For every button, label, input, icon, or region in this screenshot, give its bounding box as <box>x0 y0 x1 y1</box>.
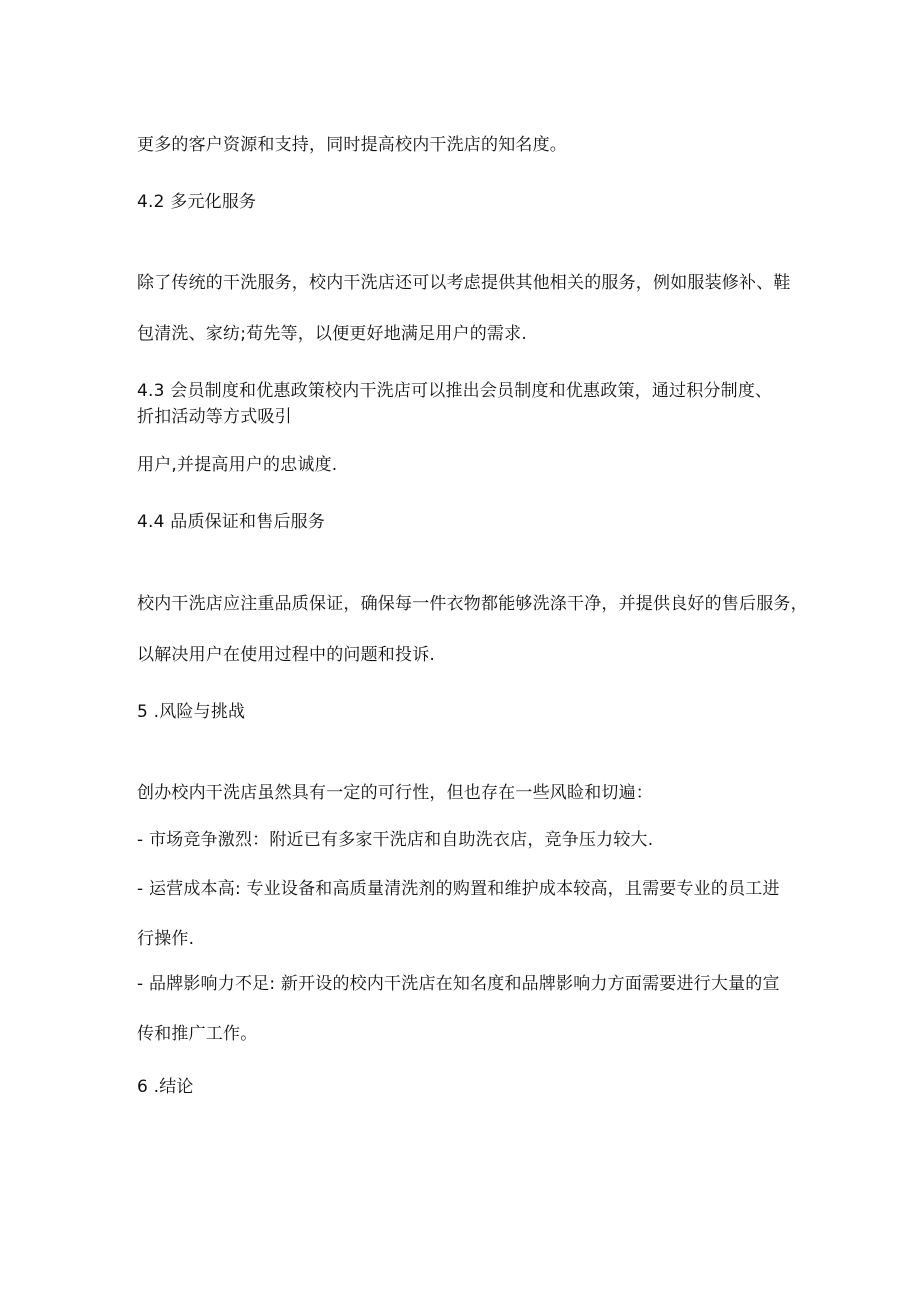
list-item: - 品牌影响力不足: 新开设的校内干洗店在知名度和品牌影响力方面需要进行大量的宣 <box>137 974 780 994</box>
paragraph-line: 以解决用户在使用过程中的问题和投诉. <box>137 645 436 665</box>
paragraph-line: 创办校内干洗店虽然具有一定的可行性，但也存在一些风睑和切遍： <box>137 783 653 803</box>
section-heading-4-3: 4.3 会员制度和优惠政策校内干洗店可以推出会员制度和优惠政策，通过积分制度、 <box>137 381 773 401</box>
list-item: - 市场竞争激烈：附近已有多家干洗店和自助洗衣店，竞争压力较大. <box>137 830 654 850</box>
paragraph-line: 用户,并提高用户的忠诚度. <box>137 455 338 475</box>
paragraph-line: 校内干洗店应注重品质保证，确保每一件衣物都能够洗涤干净，并提供良好的售后服务， <box>137 594 808 614</box>
list-item-continuation: 传和推广工作。 <box>137 1024 258 1044</box>
list-item: - 运营成本高: 专业设备和高质量清洗剂的购置和维护成本较高，且需要专业的员工进 <box>137 879 780 899</box>
section-heading-4-4: 4.4 品质保证和售后服务 <box>137 512 326 532</box>
paragraph-line: 更多的客户资源和支持，同时提高校内干洗店的知名度。 <box>137 135 567 155</box>
paragraph-line: 折扣活动等方式吸引 <box>137 407 292 427</box>
section-heading-5: 5 .风险与挑战 <box>137 702 246 722</box>
paragraph-line: 包清洗、家纺;荀先等，以便更好地满足用户的需求. <box>137 324 527 344</box>
section-heading-6: 6 .结论 <box>137 1077 194 1097</box>
paragraph-line: 除了传统的干洗服务，校内干洗店还可以考虑提供其他相关的服务，例如服装修补、鞋 <box>137 273 791 293</box>
list-item-continuation: 行操作. <box>137 929 195 949</box>
section-heading-4-2: 4.2 多元化服务 <box>137 192 257 212</box>
